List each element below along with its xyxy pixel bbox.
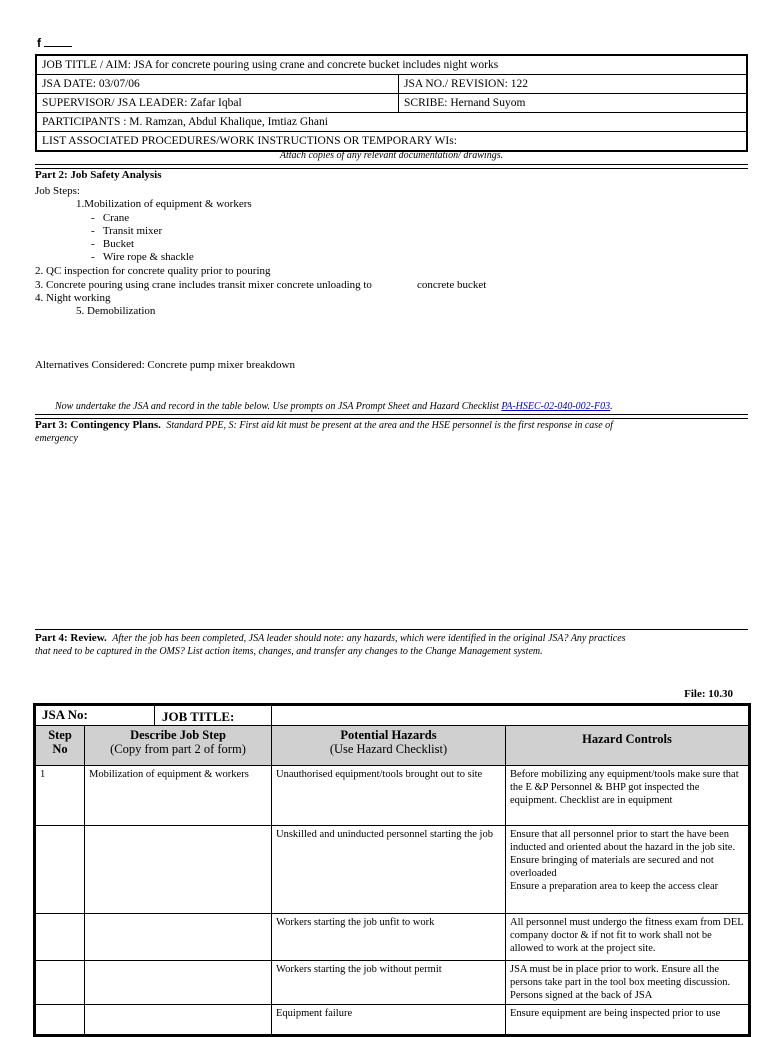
control-cell: Before mobilizing any equipment/tools make sure that the E &P Personnel & BHP got inspected the equipment. Checklist are in equipment — [506, 766, 749, 826]
control-cell: All personnel must undergo the fitness exam from DEL company doctor & if not fit to work shall not be allowed to work at the project site. — [506, 914, 749, 961]
jsa-table — [33, 703, 751, 1037]
describe-cell — [85, 914, 272, 961]
table-row — [36, 1005, 749, 1035]
describe-cell — [85, 961, 272, 1005]
step-cell: 1 — [36, 766, 85, 826]
participants-cell: PARTICIPANTS : M. Ramzan, Abdul Khalique, Imtiaz Ghani — [42, 116, 328, 128]
job-step-5: 5. Demobilization — [76, 305, 156, 317]
control-cell: Ensure equipment are being inspected prior to use — [506, 1005, 749, 1035]
step-cell — [36, 1005, 85, 1035]
job-steps-label: Job Steps: — [35, 185, 80, 197]
hazard-cell: Unskilled and uninducted personnel starting the job — [272, 826, 506, 914]
jsa-no-label: JSA No: JOB TITLE: — [36, 706, 272, 726]
file-number: File: 10.30 — [684, 688, 733, 700]
supervisor-cell: SUPERVISOR/ JSA LEADER: Zafar Iqbal — [37, 94, 399, 112]
part4-heading: Part 4: Review. — [35, 632, 107, 644]
table-row — [36, 766, 749, 826]
sub-item: - Transit mixer — [91, 225, 163, 237]
table-row — [36, 826, 749, 914]
divider — [35, 629, 748, 630]
table-row — [36, 961, 749, 1005]
sub-item: - Wire rope & shackle — [91, 251, 194, 263]
table-row — [36, 914, 749, 961]
describe-cell: Mobilization of equipment & workers — [85, 766, 272, 826]
control-cell: Ensure that all personnel prior to start the have been inducted and oriented about the hazard in the job site. Ensure bringing of materials are secured and not overloaded Ensure a preparation area to keep the access clear — [506, 826, 749, 914]
job-step-1: 1.Mobilization of equipment & workers — [76, 198, 252, 210]
step-cell — [36, 961, 85, 1005]
part2-heading: Part 2: Job Safety Analysis — [35, 169, 162, 181]
col-header-hazards: Potential Hazards (Use Hazard Checklist) — [272, 726, 506, 766]
part3 — [35, 419, 748, 432]
job-step-3-tail: concrete bucket — [417, 279, 487, 291]
part4-text: After the job has been completed, JSA leader should note: any hazards, which were identified in the original JSA? Any practices — [112, 633, 626, 644]
col-header-step: Step No — [36, 726, 85, 766]
sub-item: - Crane — [91, 212, 130, 224]
part3-heading: Part 3: Contingency Plans. — [35, 419, 161, 431]
job-step-3: 3. Concrete pouring using crane includes transit mixer concrete unloading to — [35, 279, 372, 291]
sub-item: - Bucket — [91, 238, 135, 250]
job-step-4: 4. Night working — [35, 292, 111, 304]
control-cell: JSA must be in place prior to work. Ensure all the persons take part in the tool box meeting discussion. Persons signed at the back of JSA — [506, 961, 749, 1005]
procedures-cell: LIST ASSOCIATED PROCEDURES/WORK INSTRUCTIONS OR TEMPORARY WIs: — [42, 135, 457, 147]
jsa-date-cell: JSA DATE: 03/07/06 — [37, 75, 399, 93]
attach-note: Attach copies of any relevant documentation/ drawings. — [279, 150, 504, 161]
scribe-cell: SCRIBE: Hernand Suyom — [404, 97, 526, 109]
part4 — [35, 632, 748, 645]
part3-text: Standard PPE, S: First aid kit must be present at the area and the HSE personnel is the first response in case of — [166, 420, 613, 431]
col-header-describe: Describe Job Step (Copy from part 2 of form) — [85, 726, 272, 766]
jsa-header-table — [35, 54, 748, 152]
describe-cell — [85, 1005, 272, 1035]
hazard-cell: Workers starting the job unfit to work — [272, 914, 506, 961]
hazard-checklist-link[interactable]: PA-HSEC-02-040-002-F03 — [501, 401, 611, 412]
undertake-note: Now undertake the JSA and record in the table below. Use prompts on JSA Prompt Sheet and Hazard Checklist PA-HSEC-02-040-002-F03. — [55, 401, 613, 412]
step-cell — [36, 826, 85, 914]
job-title-cell: JOB TITLE / AIM: JSA for concrete pouring using crane and concrete bucket includes night works — [42, 59, 499, 71]
hazard-cell: Equipment failure — [272, 1005, 506, 1035]
jsa-no-cell: JSA NO./ REVISION: 122 — [404, 78, 528, 90]
hazard-cell: Workers starting the job without permit — [272, 961, 506, 1005]
describe-cell — [85, 826, 272, 914]
part4-text-2: that need to be captured in the OMS? List action items, changes, and transfer any changes to the Change Management system. — [35, 646, 543, 657]
corner-mark: f — [37, 36, 72, 50]
job-step-2: 2. QC inspection for concrete quality prior to pouring — [35, 265, 271, 277]
part3-text-2: emergency — [35, 433, 78, 444]
job-title-blank — [272, 706, 749, 726]
alternatives-considered: Alternatives Considered: Concrete pump mixer breakdown — [35, 359, 295, 371]
step-cell — [36, 914, 85, 961]
col-header-controls: Hazard Controls — [506, 726, 749, 766]
hazard-cell: Unauthorised equipment/tools brought out to site — [272, 766, 506, 826]
